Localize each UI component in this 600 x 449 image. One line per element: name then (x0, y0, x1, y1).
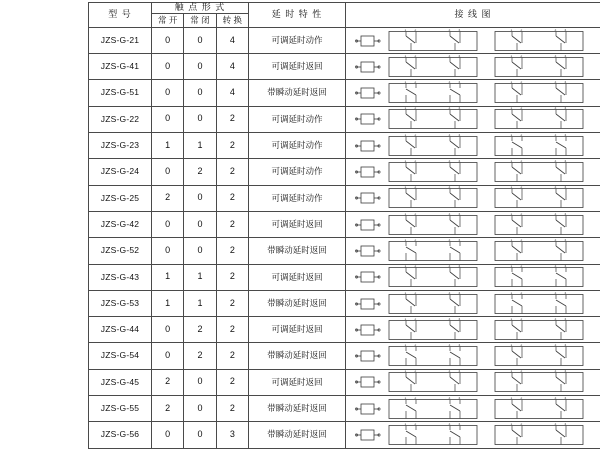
header-changeover: 转 换 (216, 13, 248, 27)
header-normally-closed: 常 闭 (184, 13, 216, 27)
header-delay-characteristic: 延 时 特 性 (249, 3, 346, 28)
svg-text:3: 3 (449, 29, 451, 32)
cell-normally-open: 1 (152, 264, 184, 290)
terminal-diagram-a-icon (346, 213, 600, 237)
table-row (89, 238, 600, 264)
cell-wiring-diagram (346, 369, 600, 395)
cell-delay-characteristic: 可调延时动作 (249, 106, 346, 132)
svg-text:4: 4 (459, 134, 461, 137)
svg-text:4: 4 (459, 213, 461, 216)
svg-text:2: 2 (521, 213, 523, 216)
header-model: 型 号 (89, 3, 152, 28)
cell-wiring-diagram (346, 290, 600, 316)
svg-text:2: 2 (415, 213, 417, 216)
cell-changeover: 2 (216, 290, 248, 316)
svg-text:2: 2 (415, 160, 417, 163)
svg-text:1: 1 (511, 134, 513, 137)
svg-text:4: 4 (459, 265, 461, 268)
svg-text:3: 3 (449, 397, 451, 400)
svg-text:4: 4 (565, 186, 567, 189)
terminal-diagram-b-icon (346, 423, 600, 447)
cell-model: JZS-G-53 (89, 290, 152, 316)
cell-delay-characteristic: 可调延时动作 (249, 159, 346, 185)
svg-text:4: 4 (565, 29, 567, 32)
cell-model: JZS-G-25 (89, 185, 152, 211)
svg-text:4: 4 (565, 134, 567, 137)
svg-text:4: 4 (459, 370, 461, 373)
svg-text:1: 1 (511, 107, 513, 110)
cell-wiring-diagram (346, 133, 600, 159)
svg-text:1: 1 (511, 370, 513, 373)
cell-normally-closed: 0 (184, 80, 216, 106)
svg-text:2: 2 (521, 160, 523, 163)
cell-normally-open: 0 (152, 422, 184, 448)
header-contact-form: 触 点 形 式 (152, 3, 249, 14)
svg-text:1: 1 (405, 344, 407, 347)
cell-normally-closed: 2 (184, 343, 216, 369)
table-row (89, 369, 600, 395)
terminal-diagram-a-icon (346, 29, 600, 53)
svg-text:4: 4 (459, 292, 461, 295)
cell-delay-characteristic: 带瞬动延时返回 (249, 396, 346, 422)
cell-normally-closed: 0 (184, 54, 216, 80)
svg-text:1: 1 (405, 134, 407, 137)
cell-delay-characteristic: 可调延时返回 (249, 211, 346, 237)
cell-changeover: 4 (216, 80, 248, 106)
terminal-diagram-a-icon (346, 318, 600, 342)
cell-model: JZS-G-51 (89, 80, 152, 106)
cell-wiring-diagram (346, 422, 600, 448)
cell-model: JZS-G-55 (89, 396, 152, 422)
svg-text:3: 3 (449, 344, 451, 347)
table-row (89, 54, 600, 80)
svg-text:1: 1 (405, 265, 407, 268)
svg-text:1: 1 (405, 160, 407, 163)
svg-text:3: 3 (449, 292, 451, 295)
cell-normally-open: 0 (152, 211, 184, 237)
table-row (89, 185, 600, 211)
svg-text:4: 4 (565, 239, 567, 242)
svg-text:1: 1 (405, 29, 407, 32)
header-wiring-diagram: 接 线 图 (346, 3, 600, 28)
cell-wiring-diagram (346, 185, 600, 211)
cell-normally-closed: 0 (184, 369, 216, 395)
svg-text:2: 2 (521, 397, 523, 400)
svg-text:1: 1 (511, 29, 513, 32)
svg-text:1: 1 (405, 370, 407, 373)
header-normally-open: 常 开 (152, 13, 184, 27)
svg-text:3: 3 (555, 423, 557, 426)
cell-delay-characteristic: 可调延时返回 (249, 317, 346, 343)
cell-normally-open: 0 (152, 238, 184, 264)
svg-text:3: 3 (449, 107, 451, 110)
svg-text:4: 4 (459, 344, 461, 347)
svg-text:2: 2 (415, 134, 417, 137)
cell-wiring-diagram (346, 264, 600, 290)
svg-text:2: 2 (415, 344, 417, 347)
cell-wiring-diagram (346, 80, 600, 106)
relay-spec-table (88, 2, 600, 449)
cell-changeover: 4 (216, 27, 248, 53)
svg-text:2: 2 (521, 81, 523, 84)
cell-model: JZS-G-23 (89, 133, 152, 159)
terminal-diagram-a-icon (346, 55, 600, 79)
table-row (89, 80, 600, 106)
cell-wiring-diagram (346, 54, 600, 80)
table-header (89, 3, 600, 28)
svg-text:1: 1 (405, 292, 407, 295)
cell-changeover: 2 (216, 396, 248, 422)
svg-text:4: 4 (459, 186, 461, 189)
cell-normally-closed: 1 (184, 290, 216, 316)
svg-text:4: 4 (459, 55, 461, 58)
cell-model: JZS-G-44 (89, 317, 152, 343)
svg-text:2: 2 (521, 134, 523, 137)
cell-changeover: 2 (216, 369, 248, 395)
cell-wiring-diagram (346, 211, 600, 237)
svg-text:1: 1 (511, 213, 513, 216)
cell-delay-characteristic: 可调延时动作 (249, 133, 346, 159)
svg-text:3: 3 (449, 265, 451, 268)
terminal-diagram-c-icon (346, 134, 600, 158)
svg-text:2: 2 (415, 370, 417, 373)
cell-normally-open: 2 (152, 369, 184, 395)
terminal-diagram-b-icon (346, 81, 600, 105)
svg-text:2: 2 (521, 370, 523, 373)
svg-text:1: 1 (511, 81, 513, 84)
svg-text:4: 4 (565, 370, 567, 373)
cell-wiring-diagram (346, 106, 600, 132)
svg-text:4: 4 (459, 318, 461, 321)
svg-text:1: 1 (511, 423, 513, 426)
cell-changeover: 2 (216, 133, 248, 159)
terminal-diagram-c-icon (346, 265, 600, 289)
cell-normally-closed: 0 (184, 106, 216, 132)
svg-text:4: 4 (565, 81, 567, 84)
svg-text:3: 3 (449, 423, 451, 426)
table-row (89, 290, 600, 316)
svg-text:1: 1 (511, 292, 513, 295)
cell-normally-closed: 0 (184, 396, 216, 422)
cell-normally-open: 0 (152, 159, 184, 185)
header-row-main (89, 3, 600, 14)
table-row (89, 211, 600, 237)
svg-text:3: 3 (449, 55, 451, 58)
table-row (89, 159, 600, 185)
svg-text:4: 4 (459, 397, 461, 400)
svg-text:2: 2 (521, 107, 523, 110)
terminal-diagram-b-icon (346, 344, 600, 368)
svg-text:2: 2 (521, 186, 523, 189)
cell-normally-closed: 2 (184, 317, 216, 343)
cell-normally-closed: 0 (184, 211, 216, 237)
svg-text:1: 1 (405, 186, 407, 189)
cell-normally-closed: 0 (184, 238, 216, 264)
svg-text:3: 3 (449, 213, 451, 216)
svg-text:4: 4 (459, 239, 461, 242)
cell-changeover: 2 (216, 238, 248, 264)
svg-text:3: 3 (555, 344, 557, 347)
cell-delay-characteristic: 带瞬动延时返回 (249, 80, 346, 106)
cell-wiring-diagram (346, 27, 600, 53)
cell-normally-open: 0 (152, 343, 184, 369)
svg-text:1: 1 (511, 397, 513, 400)
svg-text:3: 3 (555, 81, 557, 84)
terminal-diagram-b-icon (346, 239, 600, 263)
svg-text:3: 3 (449, 186, 451, 189)
svg-text:3: 3 (449, 318, 451, 321)
svg-text:3: 3 (555, 134, 557, 137)
svg-text:1: 1 (511, 55, 513, 58)
svg-text:3: 3 (555, 29, 557, 32)
table-row (89, 396, 600, 422)
table-body (89, 27, 600, 448)
svg-text:4: 4 (565, 397, 567, 400)
cell-model: JZS-G-54 (89, 343, 152, 369)
svg-text:3: 3 (555, 160, 557, 163)
svg-text:1: 1 (405, 239, 407, 242)
cell-wiring-diagram (346, 396, 600, 422)
svg-text:2: 2 (415, 423, 417, 426)
cell-changeover: 4 (216, 54, 248, 80)
cell-changeover: 2 (216, 159, 248, 185)
cell-delay-characteristic: 可调延时返回 (249, 369, 346, 395)
cell-model: JZS-G-42 (89, 211, 152, 237)
svg-text:4: 4 (565, 423, 567, 426)
cell-normally-open: 1 (152, 133, 184, 159)
svg-text:2: 2 (415, 397, 417, 400)
svg-text:1: 1 (511, 344, 513, 347)
cell-changeover: 2 (216, 106, 248, 132)
svg-text:4: 4 (565, 160, 567, 163)
svg-text:1: 1 (405, 81, 407, 84)
cell-normally-open: 0 (152, 106, 184, 132)
svg-text:4: 4 (565, 213, 567, 216)
table-row (89, 317, 600, 343)
table-row (89, 27, 600, 53)
svg-text:3: 3 (555, 107, 557, 110)
cell-delay-characteristic: 带瞬动延时返回 (249, 343, 346, 369)
table-row (89, 422, 600, 448)
svg-text:1: 1 (405, 213, 407, 216)
cell-changeover: 2 (216, 264, 248, 290)
cell-normally-closed: 1 (184, 133, 216, 159)
cell-normally-open: 1 (152, 290, 184, 316)
terminal-diagram-a-icon (346, 160, 600, 184)
svg-text:3: 3 (555, 239, 557, 242)
cell-delay-characteristic: 可调延时返回 (249, 54, 346, 80)
cell-normally-closed: 0 (184, 27, 216, 53)
cell-delay-characteristic: 可调延时动作 (249, 27, 346, 53)
svg-text:2: 2 (415, 29, 417, 32)
svg-text:4: 4 (459, 160, 461, 163)
svg-text:3: 3 (449, 134, 451, 137)
cell-wiring-diagram (346, 317, 600, 343)
svg-text:4: 4 (565, 292, 567, 295)
cell-normally-open: 2 (152, 185, 184, 211)
svg-text:3: 3 (555, 213, 557, 216)
svg-text:2: 2 (521, 344, 523, 347)
svg-text:1: 1 (511, 239, 513, 242)
svg-text:2: 2 (415, 81, 417, 84)
cell-changeover: 3 (216, 422, 248, 448)
table-row (89, 133, 600, 159)
svg-text:1: 1 (511, 186, 513, 189)
cell-wiring-diagram (346, 238, 600, 264)
terminal-diagram-a-icon (346, 370, 600, 394)
cell-delay-characteristic: 带瞬动延时返回 (249, 422, 346, 448)
svg-text:3: 3 (555, 186, 557, 189)
svg-text:1: 1 (405, 55, 407, 58)
svg-text:3: 3 (555, 397, 557, 400)
cell-model: JZS-G-56 (89, 422, 152, 448)
svg-text:2: 2 (521, 292, 523, 295)
cell-normally-closed: 0 (184, 185, 216, 211)
svg-text:3: 3 (449, 370, 451, 373)
svg-text:1: 1 (405, 318, 407, 321)
table-row (89, 343, 600, 369)
svg-text:1: 1 (405, 397, 407, 400)
svg-text:2: 2 (521, 265, 523, 268)
svg-text:4: 4 (459, 29, 461, 32)
svg-text:3: 3 (555, 318, 557, 321)
table-row (89, 106, 600, 132)
svg-text:4: 4 (565, 344, 567, 347)
cell-normally-closed: 1 (184, 264, 216, 290)
terminal-diagram-c-icon (346, 292, 600, 316)
svg-text:2: 2 (415, 265, 417, 268)
svg-text:2: 2 (521, 318, 523, 321)
cell-model: JZS-G-41 (89, 54, 152, 80)
cell-normally-open: 0 (152, 317, 184, 343)
svg-text:4: 4 (459, 81, 461, 84)
cell-normally-open: 0 (152, 27, 184, 53)
cell-normally-open: 0 (152, 80, 184, 106)
cell-model: JZS-G-45 (89, 369, 152, 395)
svg-text:3: 3 (555, 55, 557, 58)
cell-model: JZS-G-52 (89, 238, 152, 264)
cell-delay-characteristic: 带瞬动延时返回 (249, 238, 346, 264)
svg-text:2: 2 (521, 55, 523, 58)
cell-model: JZS-G-21 (89, 27, 152, 53)
cell-normally-open: 0 (152, 54, 184, 80)
cell-changeover: 2 (216, 185, 248, 211)
table-row (89, 264, 600, 290)
svg-text:2: 2 (415, 239, 417, 242)
cell-changeover: 2 (216, 317, 248, 343)
cell-wiring-diagram (346, 343, 600, 369)
cell-wiring-diagram (346, 159, 600, 185)
svg-text:3: 3 (555, 292, 557, 295)
svg-text:1: 1 (511, 318, 513, 321)
svg-text:2: 2 (415, 107, 417, 110)
cell-changeover: 2 (216, 343, 248, 369)
svg-text:4: 4 (565, 265, 567, 268)
svg-text:2: 2 (521, 29, 523, 32)
cell-normally-closed: 2 (184, 159, 216, 185)
svg-text:1: 1 (511, 265, 513, 268)
svg-text:1: 1 (405, 423, 407, 426)
svg-text:2: 2 (415, 55, 417, 58)
svg-text:2: 2 (415, 292, 417, 295)
svg-text:3: 3 (555, 370, 557, 373)
svg-text:4: 4 (565, 55, 567, 58)
svg-text:4: 4 (459, 107, 461, 110)
cell-normally-open: 2 (152, 396, 184, 422)
cell-model: JZS-G-22 (89, 106, 152, 132)
cell-model: JZS-G-24 (89, 159, 152, 185)
cell-delay-characteristic: 带瞬动延时返回 (249, 290, 346, 316)
cell-changeover: 2 (216, 211, 248, 237)
svg-text:2: 2 (521, 239, 523, 242)
svg-text:1: 1 (405, 107, 407, 110)
terminal-diagram-a-icon (346, 186, 600, 210)
cell-model: JZS-G-43 (89, 264, 152, 290)
svg-text:2: 2 (415, 186, 417, 189)
svg-text:4: 4 (459, 423, 461, 426)
svg-text:1: 1 (511, 160, 513, 163)
svg-text:3: 3 (449, 160, 451, 163)
svg-text:4: 4 (565, 318, 567, 321)
terminal-diagram-a-icon (346, 107, 600, 131)
svg-text:2: 2 (521, 423, 523, 426)
cell-delay-characteristic: 可调延时返回 (249, 264, 346, 290)
terminal-diagram-b-icon (346, 397, 600, 421)
svg-text:2: 2 (415, 318, 417, 321)
svg-text:3: 3 (449, 239, 451, 242)
svg-text:3: 3 (449, 81, 451, 84)
cell-normally-closed: 0 (184, 422, 216, 448)
cell-delay-characteristic: 可调延时动作 (249, 185, 346, 211)
svg-text:3: 3 (555, 265, 557, 268)
svg-text:4: 4 (565, 107, 567, 110)
